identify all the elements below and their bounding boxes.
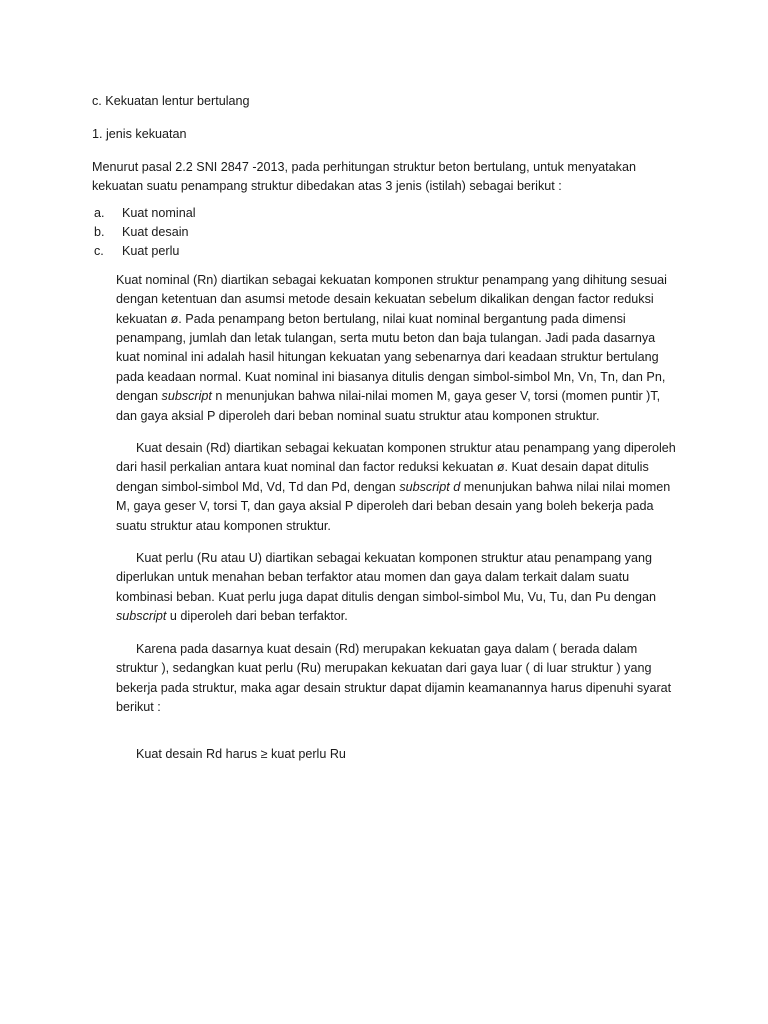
list-item [92, 223, 682, 242]
list-item-text: Kuat perlu [122, 244, 180, 259]
strength-type-list [92, 204, 682, 262]
paragraph-text: Kuat nominal (Rn) diartikan sebagai kekuatan komponen struktur penampang yang dihitung sesuai dengan ketentuan dan asumsi metode desain kekuatan sebelum dikalikan dengan factor reduksi kekuatan ø. Pada penampang beton bertulang, nilai kuat nominal bergantung pada dimensi penampang, jumlah dan letak tulangan, serta mutu beton dan baja tulangan. Jadi pada dasarnya kuat nominal ini adalah hasil hitungan kekuatan yang sebenarnya dari keadaan struktur bertulang pada keadaan normal. Kuat nominal ini biasanya ditulis dengan simbol-simbol Mn, Vn, Tn, dan Pn, dengan [116, 272, 667, 404]
list-item-text: Kuat desain [122, 225, 189, 240]
list-item [92, 242, 682, 261]
paragraph-text: menunjukan bahwa nilai nilai momen M, gaya geser V, torsi T, dan gaya aksial P diperoleh dari beban desain yang boleh bekerja pada suatu struktur atau komponen struktur. [116, 479, 671, 533]
definitions-block [116, 271, 682, 765]
paragraph-text: Kuat desain (Rd) diartikan sebagai kekuatan komponen struktur atau penampang yang diperoleh dari hasil perkalian antara kuat nominal dan factor reduksi kekuatan ø. Kuat desain dapat ditulis dengan simbol-simbol Md, Vd, Td dan Pd, dengan [116, 441, 676, 494]
list-item-text: Kuat nominal [122, 205, 196, 220]
nominal-strength-paragraph [116, 271, 682, 426]
list-item [92, 204, 682, 223]
intro-paragraph: Menurut pasal 2.2 SNI 2847 -2013, pada perhitungan struktur beton bertulang, untuk menyatakan kekuatan suatu penampang struktur dibedakan atas 3 jenis (istilah) sebagai berikut : [92, 159, 636, 194]
subsection-heading: 1. jenis kekuatan [92, 127, 187, 142]
subscript-term: subscript d [399, 479, 461, 494]
design-requirement-statement: Kuat desain Rd harus ≥ kuat perlu Ru [136, 747, 346, 762]
section-heading: c. Kekuatan lentur bertulang [92, 94, 250, 108]
requirement-paragraph: Karena pada dasarnya kuat desain (Rd) merupakan kekuatan gaya dalam ( berada dalam struktur ), sedangkan kuat perlu (Ru) merupakan kekuatan dari gaya luar ( di luar struktur ) yang bekerja pada struktur, maka agar desain struktur dapat dijamin keamanannya harus dipenuhi syarat berikut : [116, 641, 672, 714]
list-marker: c. [94, 244, 104, 259]
document-body [92, 92, 682, 765]
paragraph-text: u diperoleh dari beban terfaktor. [166, 609, 348, 624]
required-strength-paragraph [116, 549, 682, 627]
paragraph-text: Kuat perlu (Ru atau U) diartikan sebagai kekuatan komponen struktur atau penampang yang diperlukan untuk menahan beban terfaktor atau momen dan gaya dalam terkait dalam suatu kombinasi beban. Kuat perlu juga dapat ditulis dengan simbol-simbol Mu, Vu, Tu, dan Pu dengan [116, 551, 657, 604]
list-marker: b. [94, 225, 105, 240]
paragraph-text: n menunjukan bahwa nilai-nilai momen M, gaya geser V, torsi (momen puntir )T, dan gaya aksial P diperoleh dari beban nominal suatu struktur atau komponen struktur. [116, 389, 661, 423]
design-strength-paragraph [116, 439, 682, 536]
subscript-term: subscript [116, 609, 167, 624]
list-marker: a. [94, 205, 105, 220]
subscript-term: subscript [161, 389, 212, 404]
